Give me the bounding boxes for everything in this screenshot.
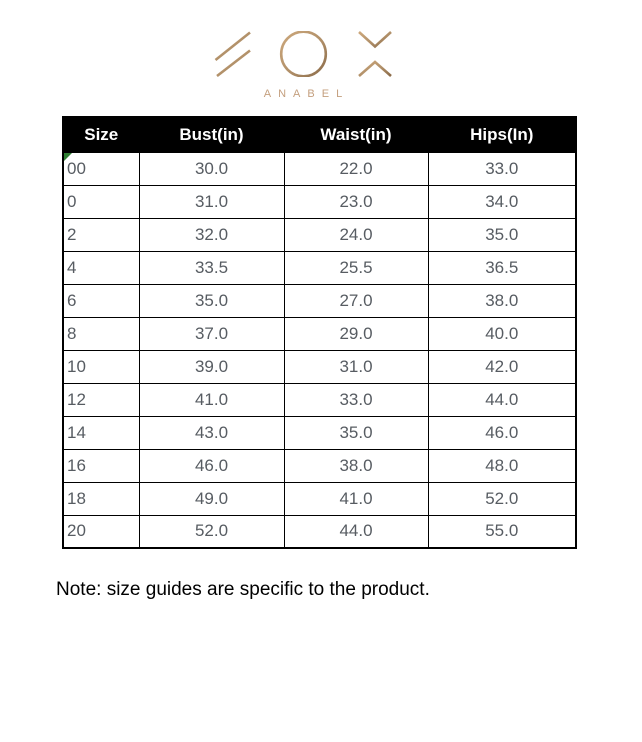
hips-cell: 36.5 (428, 251, 576, 284)
letter-o-icon (281, 32, 326, 77)
waist-cell: 41.0 (284, 482, 428, 515)
col-header-bust: Bust(in) (139, 117, 284, 152)
table-row (63, 482, 576, 515)
waist-cell: 33.0 (284, 383, 428, 416)
size-cell (63, 152, 139, 185)
size-cell: 10 (63, 350, 139, 383)
waist-cell: 23.0 (284, 185, 428, 218)
size-table (62, 116, 577, 549)
letter-n-icon (216, 32, 251, 76)
col-header-hips: Hips(In) (428, 117, 576, 152)
table-row (63, 185, 576, 218)
hips-cell: 46.0 (428, 416, 576, 449)
bust-cell: 41.0 (139, 383, 284, 416)
hips-cell: 35.0 (428, 218, 576, 251)
size-cell: 8 (63, 317, 139, 350)
bust-cell: 31.0 (139, 185, 284, 218)
hips-cell: 42.0 (428, 350, 576, 383)
hips-cell: 34.0 (428, 185, 576, 218)
size-guide-note: Note: size guides are specific to the product. (56, 579, 430, 600)
header-row (63, 117, 576, 152)
table-row (63, 218, 576, 251)
size-cell: 0 (63, 185, 139, 218)
bust-cell: 32.0 (139, 218, 284, 251)
hips-cell: 44.0 (428, 383, 576, 416)
hips-cell: 55.0 (428, 515, 576, 548)
bust-cell: 39.0 (139, 350, 284, 383)
waist-cell: 25.5 (284, 251, 428, 284)
bust-cell: 49.0 (139, 482, 284, 515)
hips-cell: 33.0 (428, 152, 576, 185)
hips-cell: 48.0 (428, 449, 576, 482)
table-row (63, 515, 576, 548)
waist-cell: 29.0 (284, 317, 428, 350)
size-cell: 12 (63, 383, 139, 416)
table-row (63, 251, 576, 284)
waist-cell: 22.0 (284, 152, 428, 185)
brand-logo (214, 31, 392, 100)
table-row (63, 416, 576, 449)
col-header-waist: Waist(in) (284, 117, 428, 152)
waist-cell: 31.0 (284, 350, 428, 383)
hips-cell: 40.0 (428, 317, 576, 350)
bust-cell: 33.5 (139, 251, 284, 284)
waist-cell: 44.0 (284, 515, 428, 548)
size-cell: 20 (63, 515, 139, 548)
table-row (63, 152, 576, 185)
letter-x-icon (359, 32, 391, 76)
table-row (63, 284, 576, 317)
waist-cell: 24.0 (284, 218, 428, 251)
table-row (63, 383, 576, 416)
size-chart (62, 116, 577, 549)
waist-cell: 27.0 (284, 284, 428, 317)
waist-cell: 38.0 (284, 449, 428, 482)
hips-cell: 52.0 (428, 482, 576, 515)
bust-cell: 37.0 (139, 317, 284, 350)
bust-cell: 43.0 (139, 416, 284, 449)
hips-cell: 38.0 (428, 284, 576, 317)
bust-cell: 35.0 (139, 284, 284, 317)
size-cell: 18 (63, 482, 139, 515)
bust-cell: 46.0 (139, 449, 284, 482)
cell-value: 00 (67, 158, 86, 178)
col-header-size: Size (63, 117, 139, 152)
size-cell: 2 (63, 218, 139, 251)
size-cell: 6 (63, 284, 139, 317)
waist-cell: 35.0 (284, 416, 428, 449)
nox-logo-icon (214, 31, 392, 77)
table-row (63, 317, 576, 350)
size-cell: 14 (63, 416, 139, 449)
table-row (63, 449, 576, 482)
bust-cell: 30.0 (139, 152, 284, 185)
table-row (63, 350, 576, 383)
comment-marker-icon (64, 153, 72, 161)
bust-cell: 52.0 (139, 515, 284, 548)
size-cell: 16 (63, 449, 139, 482)
size-cell: 4 (63, 251, 139, 284)
brand-subtitle: ANABEL (263, 88, 350, 100)
